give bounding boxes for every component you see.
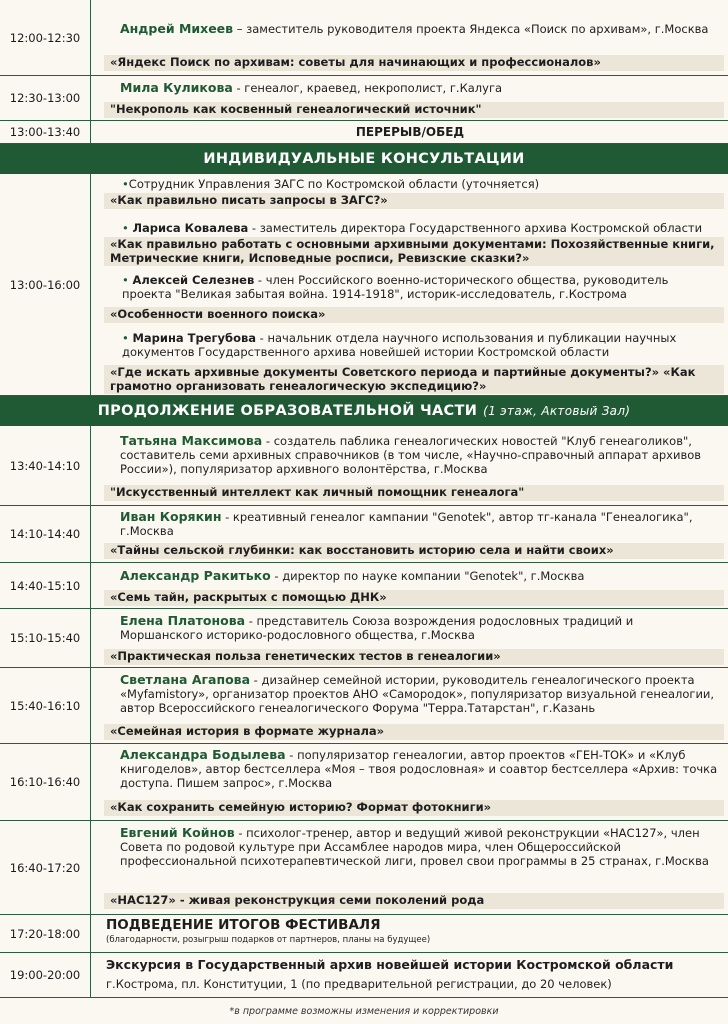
schedule-row xyxy=(0,915,728,953)
time-cell: 13:40-14:10 xyxy=(0,426,91,505)
speaker-desc: Сотрудник Управления ЗАГС по Костромской области (уточняется) xyxy=(128,177,540,191)
speaker-name: Иван Корякин xyxy=(120,509,222,524)
time-cell: 16:10-16:40 xyxy=(0,744,91,820)
talk-title: «Где искать архивные документы Советского периода и партийные документы?» «Как грамотно организовать генеалогическую экспедицию?» xyxy=(104,365,724,394)
time-cell: 15:40-16:10 xyxy=(0,668,91,743)
time-cell: 12:00-12:30 xyxy=(0,0,91,75)
schedule-row xyxy=(0,426,728,506)
speaker-name: Елена Платонова xyxy=(120,613,246,628)
excursion-title: Экскурсия в Государственный архив новейшей истории Костромской области xyxy=(106,957,674,972)
talk-title: "Искусственный интеллект как личный помощник генеалога" xyxy=(104,485,724,501)
speaker-desc: - представитель Союза возрождения родословных традиций и Моршанского историко-родословного общества, г.Москва xyxy=(120,614,634,642)
section-title: ПРОДОЛЖЕНИЕ ОБРАЗОВАТЕЛЬНОЙ ЧАСТИ xyxy=(97,403,478,419)
talk-title: «Как правильно работать с основными архивными документами: Похозяйственные книги, Метрические книги, Исповедные росписи, Ревизские сказки?» xyxy=(104,237,724,266)
time-cell: 12:30-13:00 xyxy=(0,76,91,120)
speaker-name: Андрей Михеев xyxy=(120,21,234,36)
schedule-row xyxy=(0,563,728,609)
speaker-desc: - начальник отдела научного использования и публикации научных документов Государственного архива новейшей истории Костромской области xyxy=(122,331,677,359)
schedule-row xyxy=(0,821,728,915)
speaker-name: Лариса Ковалева xyxy=(132,221,249,235)
speaker-desc: - психолог-тренер, автор и ведущий живой реконструкции «НАС127», член Совета по родовой культуре при Ассамблее народов мира, член Общероссийской профессиональной психотерапевтической лиги, провел свои программы в 25 странах, г.Москва xyxy=(120,826,709,868)
time-cell: 13:00-13:40 xyxy=(0,121,91,143)
speaker-desc: - генеалог, краевед, некрополист, г.Калуга xyxy=(232,81,503,95)
speaker-name: Александр Ракитько xyxy=(120,568,271,583)
talk-title: «Семь тайн, раскрытых с помощью ДНК» xyxy=(104,590,724,606)
time-cell: 13:00-16:00 xyxy=(0,174,91,395)
speaker-name: Марина Трегубова xyxy=(132,331,257,345)
speaker-desc: - директор по науке компании "Genotek", г.Москва xyxy=(270,569,585,583)
time-cell: 16:40-17:20 xyxy=(0,821,91,914)
speaker-desc: - креативный генеалог кампании "Genotek", автор тг-канала "Генеалогика", г.Москва xyxy=(120,510,693,538)
footnote: *в программе возможны изменения и корректировки xyxy=(229,1006,499,1017)
time-cell: 19:00-20:00 xyxy=(0,953,91,997)
speaker-desc: - создатель паблика генеалогических новостей "Клуб генеаголиков", составитель семи архивных справочников (в том числе, «Научно-справочный аппарат архивов России»), популяризатор архивного волонтёрства, г.Москва xyxy=(120,434,702,476)
speaker-name: Мила Куликова xyxy=(120,80,233,95)
section-title: ИНДИВИДУАЛЬНЫЕ КОНСУЛЬТАЦИИ xyxy=(203,151,525,167)
talk-title: «Яндекс Поиск по архивам: советы для начинающих и профессионалов» xyxy=(104,55,724,71)
talk-title: «НАС127» - живая реконструкция семи поколений рода xyxy=(104,893,724,909)
talk-title: «Особенности военного поиска» xyxy=(104,307,724,323)
talk-title: «Как правильно писать запросы в ЗАГС?» xyxy=(104,193,724,209)
schedule-row: 13:00-16:00 •Сотрудник Управления ЗАГС по Костромской области (уточняется) «Как правильно писать запросы в ЗАГС?» • Лариса Ковалева - заместитель директора Государственного архива Костромской области «Как правильно работать с основными архивными документами: Похозяйственные книги, Метрические книги, Исповедные росписи, Ревизские сказки?» • Алексей Селезнев - член Российского военно-исторического общества, руководитель проекта "Великая забытая война. 1914-1918", историк-исследователь, г.Кострома «Особенности военного поиска» • Марина Трегубова - начальник отдела научного использования и публикации научных документов Государственного архива новейшей истории Костромской области «Где искать архивные документы Советского периода и партийные документы?» «Как грамотно организовать генеалогическую экспедицию?» xyxy=(0,174,728,396)
section-subtitle: (1 этаж, Актовый Зал) xyxy=(483,404,631,418)
speaker-name: Евгений Койнов xyxy=(120,825,235,840)
time-cell: 15:10-15:40 xyxy=(0,609,91,667)
talk-title: «Как сохранить семейную историю? Формат фотокниги» xyxy=(104,800,724,816)
final-title: ПОДВЕДЕНИЕ ИТОГОВ ФЕСТИВАЛЯ xyxy=(106,917,381,933)
schedule-row xyxy=(0,744,728,821)
excursion-subtitle: г.Кострома, пл. Конституции, 1 (по предварительной регистрации, до 20 человек) xyxy=(106,977,612,991)
time-cell: 14:40-15:10 xyxy=(0,563,91,608)
schedule-row xyxy=(0,506,728,563)
schedule-row xyxy=(0,609,728,668)
section-band xyxy=(0,396,728,426)
talk-title: "Некрополь как косвенный генеалогический источник" xyxy=(104,102,724,118)
time-cell: 14:10-14:40 xyxy=(0,506,91,562)
schedule-row xyxy=(0,76,728,121)
schedule-row xyxy=(0,121,728,144)
time-cell: 17:20-18:00 xyxy=(0,915,91,952)
speaker-desc: - популяризатор генеалогии, автор проектов «ГЕН-ТОК» и «Клуб книгоделов», автор бестселлера «Моя – твоя родословная» и соавтор бестселлера «Архив: точка доступа. Пишем запрос», г.Москва xyxy=(120,748,718,790)
speaker-name: Александра Бодылева xyxy=(120,747,286,762)
speaker-desc: - дизайнер семейной истории, руководитель генеалогического проекта «Myfamistory», организатор проектов АНО «Самородок», популяризатор визуальной генеалогии, автор Всероссийского генеалогического Форума "Терра.Татарстан", г.Казань xyxy=(120,673,715,715)
speaker-desc: - член Российского военно-исторического общества, руководитель проекта "Великая забытая война. 1914-1918", историк-исследователь, г.Кострома xyxy=(122,273,669,301)
speaker-name: Алексей Селезнев xyxy=(132,273,255,287)
speaker-desc: – заместитель руководителя проекта Яндекса «Поиск по архивам», г.Москва xyxy=(233,22,709,36)
speaker-name: Светлана Агапова xyxy=(120,672,251,687)
break-label: ПЕРЕРЫВ/ОБЕД xyxy=(355,125,465,139)
speaker-name: Татьяна Максимова xyxy=(120,433,263,448)
schedule-row xyxy=(0,0,728,76)
talk-title: «Тайны сельской глубинки: как восстановить историю села и найти своих» xyxy=(104,543,724,559)
talk-title: «Практическая польза генетических тестов в генеалогии» xyxy=(104,649,724,665)
section-band xyxy=(0,144,728,174)
schedule-row xyxy=(0,668,728,744)
talk-title: «Семейная история в формате журнала» xyxy=(104,724,724,740)
schedule-row xyxy=(0,953,728,998)
final-subtitle: (благодарности, розыгрыш подарков от партнеров, планы на будущее) xyxy=(106,935,431,945)
speaker-desc: - заместитель директора Государственного архива Костромской области xyxy=(248,221,703,235)
